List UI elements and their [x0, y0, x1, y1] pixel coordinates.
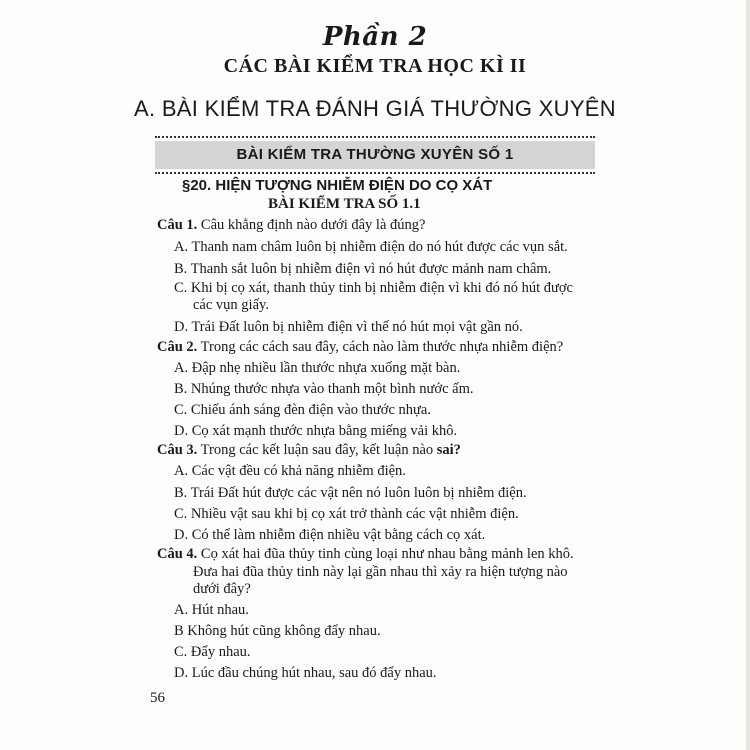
question-2 [157, 338, 563, 356]
section-title: CÁC BÀI KIỂM TRA HỌC KÌ II [223, 55, 527, 77]
part-title: Phần 2 [322, 22, 428, 52]
question-3 [157, 441, 461, 459]
question-1-option-d: D. Trái Đất luôn bị nhiễm điện vì thế nó hút mọi vật gần nó. [174, 319, 523, 335]
question-3-option-c: C. Nhiều vật sau khi bị cọ xát trở thành các vật nhiễm điện. [174, 506, 519, 522]
question-4-cont-1: Đưa hai đũa thủy tinh này lại gần nhau thì xảy ra hiện tượng nào [193, 564, 568, 580]
question-4-option-b: B Không hút cũng không đẩy nhau. [174, 623, 381, 639]
question-label: Câu 3. [157, 442, 198, 458]
question-4-option-a: A. Hút nhau. [174, 602, 249, 618]
question-2-option-b: B. Nhúng thước nhựa vào thanh một bình nước ấm. [174, 381, 474, 397]
test-banner: BÀI KIỂM TRA THƯỜNG XUYÊN SỐ 1 [155, 141, 595, 169]
question-text: Cọ xát hai đũa thủy tinh cùng loại như nhau bằng mảnh len khô. [197, 546, 574, 562]
question-label: Câu 2. [157, 339, 198, 355]
question-4 [157, 545, 574, 563]
question-2-option-a: A. Đập nhẹ nhiều lần thước nhựa xuống mặt bàn. [174, 360, 461, 376]
question-1-option-c: C. Khi bị cọ xát, thanh thủy tinh bị nhiễm điện vì khi đó nó hút được [174, 280, 573, 296]
lesson-title: §20. HIỆN TƯỢNG NHIỄM ĐIỆN DO CỌ XÁT [182, 177, 493, 194]
dotted-rule-top [155, 136, 595, 138]
question-4-cont-2: dưới đây? [193, 581, 251, 597]
subtest-title: BÀI KIỂM TRA SỐ 1.1 [268, 196, 421, 212]
page-number: 56 [150, 690, 165, 706]
question-text: Trong các kết luận sau đây, kết luận nào [197, 442, 437, 458]
question-emphasis: sai? [436, 442, 461, 458]
question-3-option-d: D. Có thể làm nhiễm điện nhiều vật bằng cách cọ xát. [174, 527, 486, 543]
question-text: Trong các cách sau đây, cách nào làm thước nhựa nhiễm điện? [197, 339, 564, 355]
question-1 [157, 216, 425, 234]
question-label: Câu 1. [157, 217, 198, 233]
question-label: Câu 4. [157, 546, 198, 562]
question-3-option-b: B. Trái Đất hút được các vật nên nó luôn luôn bị nhiễm điện. [174, 485, 527, 501]
question-3-option-a: A. Các vật đều có khả năng nhiễm điện. [174, 463, 406, 479]
dotted-rule-bottom [155, 172, 595, 174]
question-2-option-d: D. Cọ xát mạnh thước nhựa bằng miếng vải khô. [174, 423, 458, 439]
question-1-option-b: B. Thanh sắt luôn bị nhiễm điện vì nó hút được mảnh nam châm. [174, 261, 552, 277]
question-4-option-d: D. Lúc đầu chúng hút nhau, sau đó đẩy nhau. [174, 665, 437, 681]
subsection-title: A. BÀI KIỂM TRA ĐÁNH GIÁ THƯỜNG XUYÊN [134, 96, 616, 121]
question-text: Câu khẳng định nào dưới đây là đúng? [197, 217, 426, 233]
question-2-option-c: C. Chiếu ánh sáng đèn điện vào thước nhựa. [174, 402, 431, 418]
question-4-option-c: C. Đẩy nhau. [174, 644, 251, 660]
question-1-option-c-cont: các vụn giấy. [193, 297, 269, 313]
question-1-option-a: A. Thanh nam châm luôn bị nhiễm điện do nó hút được các vụn sắt. [174, 239, 568, 255]
